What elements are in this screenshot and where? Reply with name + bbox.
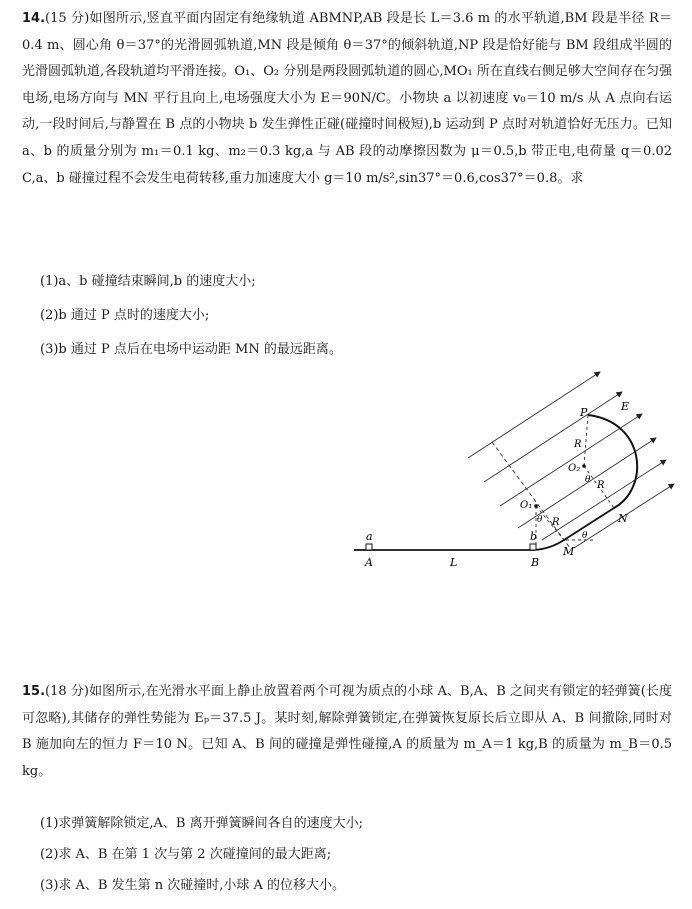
label-B: B <box>531 556 540 569</box>
label-O1: O₁ <box>520 500 533 511</box>
question-15-body: (18 分)如图所示,在光滑水平面上静止放置着两个可视为质点的小球 A、B,A、B 之间夹有锁定的轻弹簧(长度可忽略),其储存的弹性势能为 Eₚ＝37.5 J。某时刻,解除弹簧锁定,在弹簧恢复原长后立即从 A、B 间撤除,同时对 B 施加向左的恒力 F＝10 N。已知 A、B 间的碰撞是弹性碰撞,A 的质量为 m_A＝1 kg,B 的质量为 m_B＝0.5 kg。 <box>22 684 672 779</box>
label-R-mid: R <box>597 480 605 491</box>
label-R-low: R <box>552 517 560 528</box>
incline-track-MN <box>564 508 614 540</box>
question-14-part-2: (2)b 通过 P 点时的速度大小; <box>40 308 210 323</box>
label-a: a <box>366 530 373 543</box>
label-L: L <box>450 556 458 569</box>
question-14-text <box>22 6 672 192</box>
label-N: N <box>618 512 628 525</box>
label-b: b <box>530 530 538 543</box>
label-A: A <box>365 556 373 569</box>
question-14-part-1: (1)a、b 碰撞结束瞬间,b 的速度大小; <box>40 274 256 289</box>
question-15-part-2: (2)求 A、B 在第 1 次与第 2 次碰撞间的最大距离; <box>40 847 332 862</box>
block-b <box>530 544 536 550</box>
label-theta-right: θ <box>582 531 588 541</box>
electric-field-lines <box>468 372 674 548</box>
label-M: M <box>563 545 575 558</box>
block-a <box>366 544 372 550</box>
label-E: E <box>621 400 630 413</box>
radius-P-O2 <box>584 415 588 466</box>
label-P: P <box>580 406 588 419</box>
center-O1 <box>534 504 538 508</box>
track-diagram <box>350 370 680 580</box>
question-14-number: 14. <box>22 11 46 26</box>
label-O2: O₂ <box>568 463 581 474</box>
question-15-text <box>22 679 672 785</box>
label-theta-low: θ <box>537 515 543 525</box>
center-O2 <box>582 464 586 468</box>
field-line-2 <box>484 392 622 482</box>
question-14-body: (15 分)如图所示,竖直平面内固定有绝缘轨道 ABMNP,AB 段是长 L＝3.6 m 的水平轨道,BM 段是半径 R＝0.4 m、圆心角 θ＝37°的光滑圆弧轨道,MN 段是倾角 θ＝37°的倾斜轨道,NP 段是恰好能与 BM 段组成半圆的光滑圆弧轨道,各段轨道均平滑连接。O₁、O₂ 分别是两段圆弧轨道的圆心,MO₁ 所在直线右侧足够大空间存在匀强电场,电场方向与 MN 平行且向上,电场强度大小为 E＝90N/C。小物块 a 以初速度 v₀＝10 m/s 从 A 点向右运动,一段时间后,与静置在 B 点的小物块 b 发生弹性正碰(碰撞时间极短),b 运动到 P 点时对轨道恰好无压力。已知 a、b 的质量分别为 m₁＝0.1 kg、m₂＝0.3 kg,a 与 AB 段的动摩擦因数为 μ＝0.5,b 带正电,电荷量 q＝0.02 C,a、b 碰撞过程不会发生电荷转移,重力加速度大小 g＝10 m/s²,sin37°＝0.6,cos37°＝0.8。求 <box>22 11 672 186</box>
question-14-part-3: (3)b 通过 P 点后在电场中运动距 MN 的最远距离。 <box>40 342 342 357</box>
label-R-top: R <box>574 439 582 450</box>
question-15-part-3: (3)求 A、B 发生第 n 次碰撞时,小球 A 的位移大小。 <box>40 878 346 893</box>
question-15-number: 15. <box>22 684 46 699</box>
label-theta-mid: θ <box>585 475 591 485</box>
question-15-part-1: (1)求弹簧解除锁定,A、B 离开弹簧瞬间各自的速度大小; <box>40 816 364 831</box>
arc-track-BM <box>534 540 564 550</box>
